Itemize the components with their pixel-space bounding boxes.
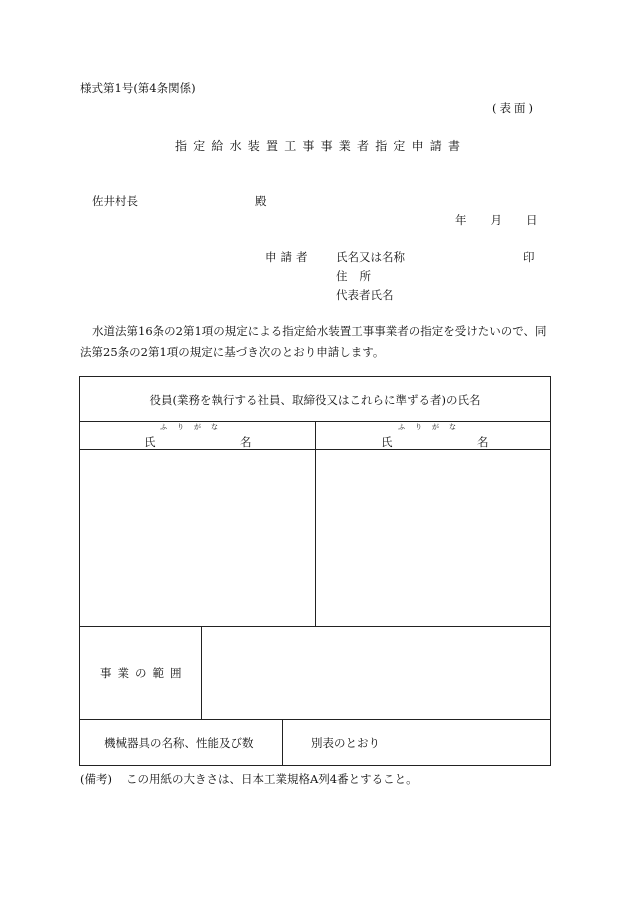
document-title: 指定給水装置工事事業者指定申請書 <box>175 139 467 153</box>
officers-table <box>79 376 551 766</box>
name-col-right-last: 名 <box>477 435 489 449</box>
date-day: 日 <box>526 213 538 227</box>
officers-header: 役員(業務を執行する社員、取締役又はこれらに準ずる者)の氏名 <box>149 393 481 407</box>
name-col-left-first: 氏 <box>144 435 156 449</box>
date-month: 月 <box>490 213 502 227</box>
form-number: 様式第1号(第4条関係) <box>80 81 196 95</box>
application-body-text: 水道法第16条の2第1項の規定による指定給水装置工事事業者の指定を受けたいので、同法第25条の2第1項の規定に基づき次のとおり申請します。 <box>80 324 547 359</box>
remarks-text: この用紙の大きさは、日本工業規格A列4番とすること。 <box>125 772 418 786</box>
furigana-right: ふりがな <box>398 423 466 431</box>
addressee-name: 佐井村長 <box>92 194 138 208</box>
date-line <box>455 212 538 228</box>
equipment-label: 機械器具の名称、性能及び数 <box>104 736 254 750</box>
remarks-note <box>80 771 418 787</box>
applicant-name-label: 氏名又は名称 <box>336 250 405 264</box>
equipment-value: 別表のとおり <box>311 736 380 750</box>
applicant-address-label: 住所 <box>336 269 383 283</box>
business-scope-label: 事業の範囲 <box>100 666 188 680</box>
applicant-label: 申請者 <box>265 250 312 264</box>
name-col-left-last: 名 <box>240 435 252 449</box>
seal-mark: 印 <box>523 250 535 264</box>
name-col-right-first: 氏 <box>381 435 393 449</box>
side-label: (表面) <box>492 101 536 115</box>
applicant-rep-label: 代表者氏名 <box>336 288 394 302</box>
remarks-label: (備考) <box>80 772 112 786</box>
addressee-honorific: 殿 <box>255 194 267 208</box>
date-year: 年 <box>455 213 467 227</box>
furigana-left: ふりがな <box>160 423 228 431</box>
